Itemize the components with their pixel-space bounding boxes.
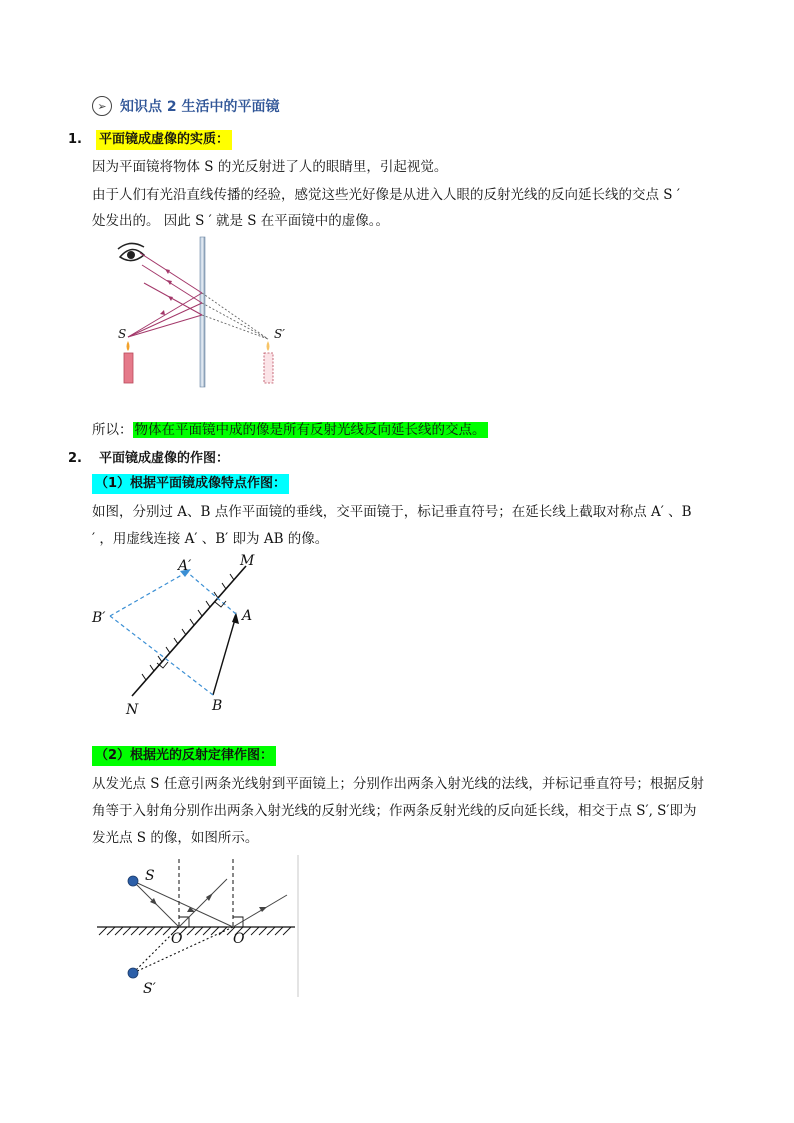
candle: [124, 341, 133, 383]
item2-number: 2.: [68, 451, 82, 466]
label-m: M: [240, 553, 255, 569]
section-title-text: 知识点 2 生活中的平面镜: [120, 99, 280, 115]
point-s-prime: [128, 968, 138, 978]
label-a-prime: A′: [178, 558, 192, 574]
item1-line-2: 由于人们有光沿直线传播的经验，感觉这些光好像是从进入人眼的反射光线的反向延长线的交点 S ′: [92, 187, 680, 203]
item1-line-3: 处发出的。 因此 S ′ 就是 S 在平面镜中的虚像。。: [92, 213, 390, 229]
item1-line-1: 因为平面镜将物体 S 的光反射进了人的眼睛里，引起视觉。: [92, 159, 448, 175]
item1-heading: 平面镜成虚像的实质：: [96, 130, 232, 150]
sub1-heading: （1）根据平面镜成像特点作图：: [92, 474, 289, 494]
label-b-prime: B′: [92, 610, 106, 626]
point-s: [128, 876, 138, 886]
label-o1: O: [171, 931, 183, 947]
section-title: [92, 95, 280, 117]
figure-mirror-virtual-image: [110, 235, 310, 390]
figure1-label-s: S: [118, 327, 127, 341]
conclusion-prefix: 所以：: [92, 422, 133, 438]
sub2-line-2: 角等于入射角分别作出两条入射光线的反射光线；作两条反射光线的反向延长线，相交于点 S′, S′即为: [92, 803, 697, 819]
label-o2: O: [233, 931, 245, 947]
item2-heading: 平面镜成虚像的作图：: [99, 451, 230, 466]
sub1-line-1: 如图，分别过 A、B 点作平面镜的垂线，交平面镜于，标记垂直符号；在延长线上截取对称点 A′ 、B: [92, 504, 692, 520]
mirror-surface-hatching: [99, 927, 291, 935]
item1-conclusion: [92, 420, 488, 440]
eye-icon: [118, 243, 144, 260]
label-a: A: [242, 608, 253, 624]
item1-number: 1.: [68, 132, 82, 147]
label-s: S: [145, 868, 155, 884]
figure1-label-s-prime: S′: [274, 327, 285, 341]
sub2-heading: （2）根据光的反射定律作图：: [92, 746, 276, 766]
conclusion-highlight: 物体在平面镜中成的像是所有反射光线反向延长线的交点。: [134, 422, 486, 438]
arrow-right-circle-icon: ➢: [92, 96, 112, 116]
figure-reflection-construction: [95, 855, 305, 1000]
sub1-line-2: ′ ，用虚线连接 A′ 、B′ 即为 AB 的像。: [92, 531, 329, 547]
sub2-line-1: 从发光点 S 任意引两条光线射到平面镜上；分别作出两条入射光线的法线，并标记垂直符号；根据反射: [92, 776, 704, 792]
virtual-candle: [264, 341, 273, 383]
label-n: N: [126, 702, 139, 718]
mirror: [200, 237, 205, 387]
figure-ab-construction: [88, 550, 278, 720]
sub2-line-3: 发光点 S 的像，如图所示。: [92, 830, 259, 846]
label-s-prime-2: S′: [143, 981, 156, 997]
label-b: B: [212, 698, 223, 714]
